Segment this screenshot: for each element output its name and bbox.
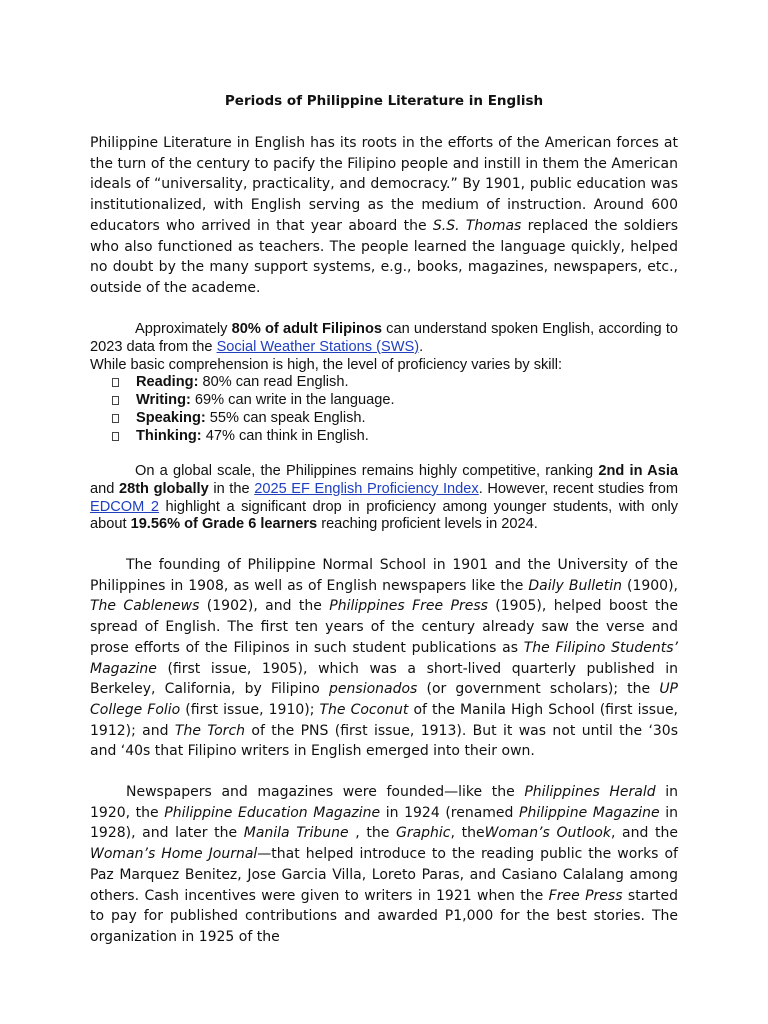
text-run: in 1928), and later the [90, 804, 679, 842]
text-run: . However, recent studies from [478, 480, 679, 497]
list-item [90, 374, 678, 392]
text-run: (first issue, 1905), which was a short-lived quarterly published in Berkeley, California, by Filipino [90, 660, 678, 698]
founding-paragraph [90, 555, 678, 762]
bullet-box-icon [112, 396, 119, 405]
skills-list [90, 374, 678, 445]
ef-index-link[interactable]: 2025 EF English Proficiency Index [254, 480, 479, 497]
text-run: . [419, 338, 424, 355]
newspapers-paragraph [90, 782, 678, 948]
global-ranking-paragraph [90, 463, 678, 534]
publication-name: Philippines Herald [524, 784, 656, 800]
publication-name: UP College Folio [90, 681, 679, 718]
publication-name: Woman’s Home Journal [90, 846, 258, 863]
skill-text: 55% can speak English. [205, 409, 366, 426]
foreign-term: pensionados [329, 681, 418, 698]
list-item [90, 392, 678, 410]
text-run: Approximately [135, 321, 232, 337]
text-run: in 1920, the [90, 784, 678, 821]
bold-stat: 28th globally [118, 480, 209, 497]
ship-name: S.S. Thomas [432, 217, 522, 234]
text-run: (or government scholars); the [417, 681, 660, 698]
text-run: —that helped introduce to the reading public the works of Paz Marquez Benitez, Jose Garcia Villa, Loreto Paras, and Casiano Calalang among others. Cash incentives were given to writers in 1921 when the [90, 846, 678, 904]
list-item [90, 410, 678, 428]
skill-text: 69% can write in the language. [190, 392, 395, 409]
publication-name: Graphic [395, 825, 451, 842]
text-run: of the PNS (first issue, 1913). But it was not until the ‘30s and ‘40s that Filipino writers in English emerged into their own. [90, 722, 679, 760]
text-run: , the [450, 825, 485, 842]
sws-link[interactable]: Social Weather Stations (SWS) [216, 338, 420, 355]
text-run: (1905), helped boost the spread of English. The first ten years of the century already saw the verse and prose efforts of the Filipinos in such student publications as [90, 598, 679, 656]
skill-text: 47% can think in English. [201, 427, 369, 444]
english-stats-block [90, 321, 678, 446]
text-run: On a global scale, the Philippines remains highly competitive, ranking [135, 463, 599, 479]
text-run: (first issue, 1910); [180, 701, 320, 718]
publication-name: Philippine Education Magazine [164, 804, 381, 821]
publication-name: Manila Tribune [243, 825, 349, 842]
publication-name: Philippines Free Press [329, 598, 488, 615]
intro-paragraph [90, 133, 678, 299]
text-run: (1902), and the [199, 598, 330, 615]
text-run: reaching proficient levels in 2024. [317, 516, 538, 533]
bullet-box-icon [112, 414, 119, 423]
bullet-box-icon [112, 378, 119, 387]
skill-label: Reading: [136, 374, 199, 391]
publication-name: The Coconut [319, 701, 409, 718]
comprehension-paragraph [90, 321, 678, 357]
list-item [90, 428, 678, 446]
edcom-link[interactable]: EDCOM 2 [90, 498, 159, 515]
text-run: can understand spoken English, according to 2023 data from the [90, 321, 679, 355]
text-run: replaced the soldiers who also functioned as teachers. The people learned the language quickly, helped no doubt by the many support systems, e.g., books, magazines, newspapers, etc., outside of the academe. [90, 217, 678, 296]
proficiency-intro: While basic comprehension is high, the level of proficiency varies by skill: [90, 356, 563, 373]
text-run: started to pay for published contributions and awarded P1,000 for the best stories. The organization in 1925 of the [90, 887, 679, 945]
text-run: highlight a significant drop in proficiency among younger students, with only about [90, 498, 678, 533]
text-run: The founding of Philippine Normal School in 1901 and the University of the Philippines in 1908, as well as of English newspapers like the [90, 557, 678, 594]
publication-name: The Torch [174, 722, 246, 739]
skill-label: Writing: [136, 392, 191, 409]
publication-name: Woman’s Outlook [484, 825, 611, 842]
text-run: Philippine Literature in English has its roots in the efforts of the American forces at the turn of the century to pacify the Filipino people and instill in them the American ideals of “universality, practicality, and democracy.” By 1901, public education was institutionalized, with English serving as the medium of instruction. Around 600 educators who arrived in that year aboard the [90, 135, 678, 234]
text-run: in the [208, 480, 255, 497]
bullet-box-icon [112, 432, 119, 441]
skill-label: Speaking: [136, 409, 206, 426]
skill-label: Thinking: [136, 427, 202, 444]
bold-stat: 80% of adult Filipinos [231, 321, 382, 337]
text-run: Newspapers and magazines were founded—like the [126, 784, 525, 800]
text-run: (1900), [621, 577, 678, 594]
publication-name: Daily Bulletin [528, 577, 622, 594]
skill-text: 80% can read English. [198, 374, 349, 391]
bold-stat: 2nd in Asia [598, 463, 678, 479]
text-run: of the Manila High School (first issue, 1912); and [90, 701, 679, 739]
publication-name: The Cablenews [90, 598, 200, 615]
text-run: in 1924 (renamed [380, 804, 520, 821]
text-run: and [90, 480, 119, 497]
text-run: , the [348, 825, 396, 842]
document-title: Periods of Philippine Literature in English [224, 93, 544, 109]
bold-stat: 19.56% of Grade 6 learners [130, 516, 318, 533]
publication-name: Philippine Magazine [519, 804, 660, 821]
publication-name: The Filipino Students’ Magazine [90, 639, 678, 677]
publication-name: Free Press [548, 887, 623, 904]
text-run: , and the [610, 825, 678, 842]
